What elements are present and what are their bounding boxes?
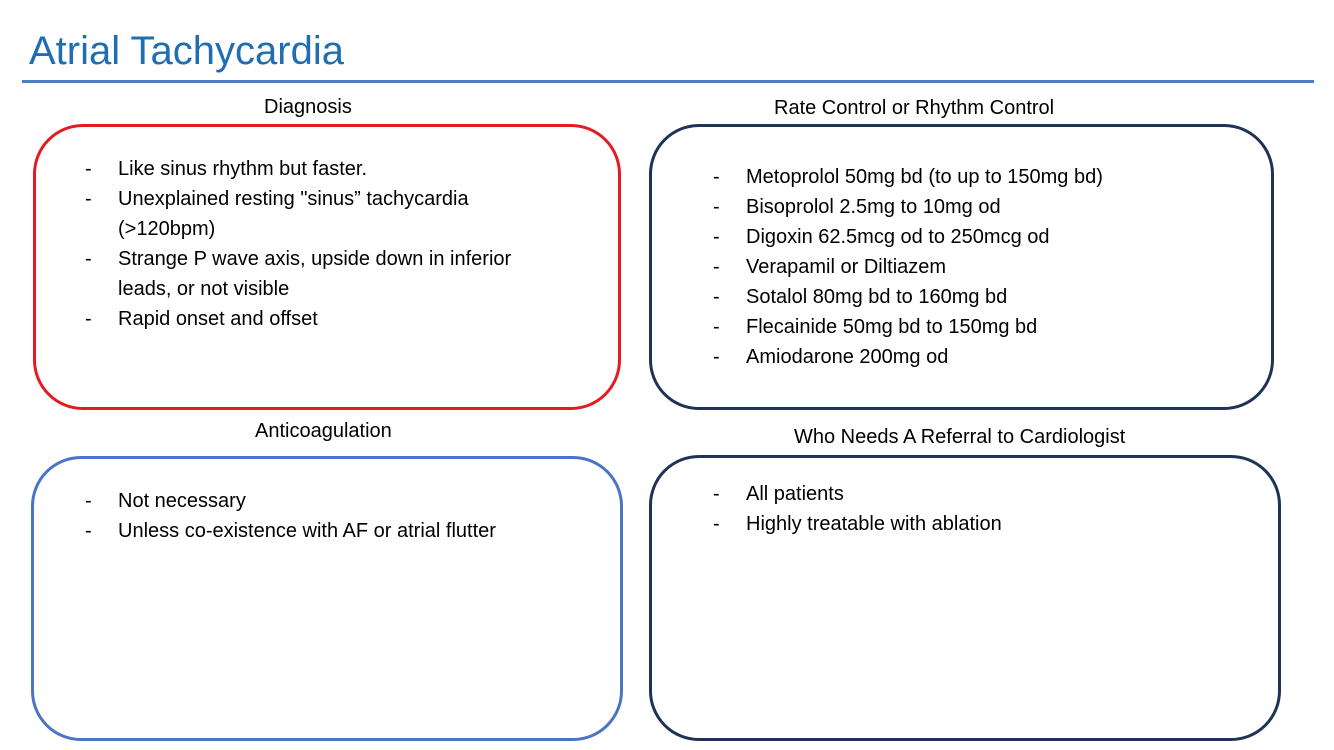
title-underline xyxy=(22,80,1314,83)
anticoagulation-box xyxy=(31,456,623,741)
bullet-dash: - xyxy=(713,286,720,308)
bullet-dash: - xyxy=(85,188,92,210)
list-item-text: All patients xyxy=(746,483,844,505)
list-item-text: Sotalol 80mg bd to 160mg bd xyxy=(746,286,1008,308)
list-item xyxy=(713,479,1233,509)
bullet-dash: - xyxy=(85,490,92,512)
bullet-dash: - xyxy=(713,196,720,218)
list-item xyxy=(713,162,1233,192)
bullet-dash: - xyxy=(713,483,720,505)
list-item-text: Not necessary xyxy=(118,490,246,512)
bullet-dash: - xyxy=(85,248,92,270)
bullet-dash: - xyxy=(85,158,92,180)
diagnosis-box xyxy=(33,124,621,410)
list-item-text: Metoprolol 50mg bd (to up to 150mg bd) xyxy=(746,166,1103,188)
list-item xyxy=(713,222,1233,252)
slide-title: Atrial Tachycardia xyxy=(29,29,344,73)
list-item xyxy=(713,509,1233,539)
bullet-dash: - xyxy=(713,316,720,338)
bullet-dash: - xyxy=(713,346,720,368)
list-item xyxy=(713,192,1233,222)
list-item-text: Flecainide 50mg bd to 150mg bd xyxy=(746,316,1038,338)
list-item xyxy=(713,342,1233,372)
rate-control-box xyxy=(649,124,1274,410)
list-item-text: Verapamil or Diltiazem xyxy=(746,256,947,278)
anticoagulation-list xyxy=(85,486,525,546)
list-item-text: Bisoprolol 2.5mg to 10mg od xyxy=(746,196,1001,218)
list-item-text: Rapid onset and offset xyxy=(118,308,318,330)
list-item xyxy=(713,282,1233,312)
list-item-text: Like sinus rhythm but faster. xyxy=(118,158,368,180)
bullet-dash: - xyxy=(85,308,92,330)
list-item xyxy=(85,154,525,184)
list-item xyxy=(85,244,525,304)
bullet-dash: - xyxy=(713,513,720,535)
referral-list xyxy=(713,479,1233,539)
list-item xyxy=(85,516,525,546)
anticoagulation-heading: Anticoagulation xyxy=(255,420,392,442)
referral-heading: Who Needs A Referral to Cardiologist xyxy=(794,426,1126,448)
bullet-dash: - xyxy=(713,256,720,278)
rate-control-list xyxy=(713,162,1233,372)
list-item-text: Strange P wave axis, upside down in inferior leads, or not visible xyxy=(118,248,512,300)
list-item xyxy=(713,312,1233,342)
bullet-dash: - xyxy=(713,226,720,248)
list-item xyxy=(85,304,525,334)
list-item-text: Highly treatable with ablation xyxy=(746,513,1002,535)
referral-box xyxy=(649,455,1281,741)
diagnosis-list xyxy=(85,154,525,334)
list-item-text: Unless co-existence with AF or atrial flutter xyxy=(118,520,496,542)
diagnosis-heading: Diagnosis xyxy=(264,96,352,118)
bullet-dash: - xyxy=(85,520,92,542)
rate-control-heading: Rate Control or Rhythm Control xyxy=(774,97,1055,119)
list-item-text: Amiodarone 200mg od xyxy=(746,346,949,368)
list-item xyxy=(85,486,525,516)
list-item-text: Unexplained resting "sinus” tachycardia (>120bpm) xyxy=(118,188,469,240)
list-item xyxy=(713,252,1233,282)
list-item xyxy=(85,184,525,244)
bullet-dash: - xyxy=(713,166,720,188)
list-item-text: Digoxin 62.5mcg od to 250mcg od xyxy=(746,226,1050,248)
